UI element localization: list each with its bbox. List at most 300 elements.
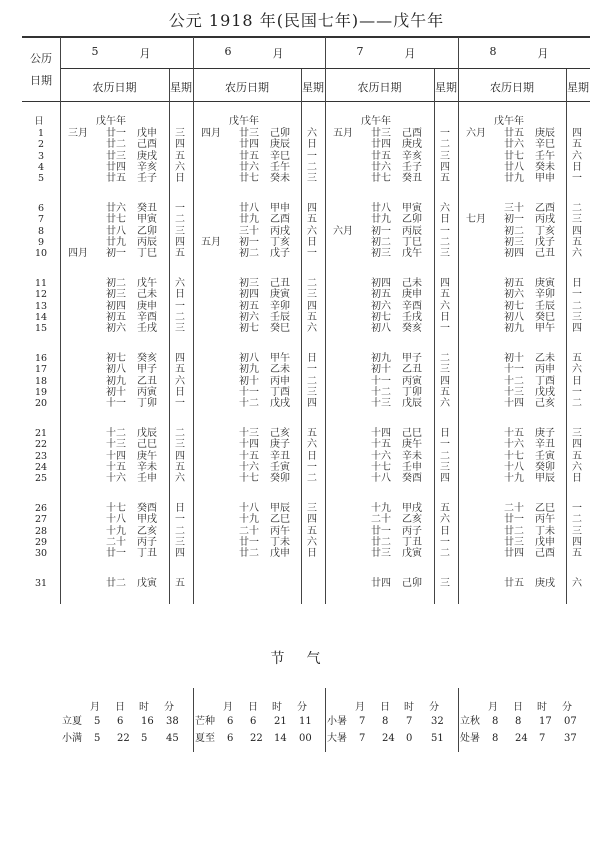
- jieqi-col-header: 分: [297, 702, 307, 713]
- weekday: 一: [440, 536, 450, 548]
- lunar-month: 四月: [68, 248, 88, 260]
- jieqi-month: 8: [492, 733, 499, 744]
- weekday: 一: [175, 300, 185, 312]
- lunar-day: 廿四: [371, 578, 391, 589]
- weekday: 六: [175, 161, 185, 173]
- lunar-day: 廿九: [239, 214, 259, 226]
- ganzhi: 癸丑: [402, 173, 422, 185]
- weekday: 一: [572, 503, 582, 514]
- ganzhi: 乙卯: [137, 225, 157, 237]
- weekday: 一: [572, 173, 582, 185]
- day-number: 11: [34, 278, 48, 289]
- lunar-month: 六月: [333, 225, 353, 237]
- jieqi-day: 8: [382, 716, 389, 727]
- weekday: 六: [175, 278, 185, 289]
- lunar-day: 三十: [239, 225, 259, 237]
- lunar-day: 初四: [239, 289, 259, 301]
- header-bottom-rule: [22, 101, 590, 102]
- jieqi-minute: 00: [299, 733, 312, 744]
- weekday: 日: [307, 236, 317, 248]
- ganzhi: 戊午: [402, 248, 422, 260]
- lunar-day: 十三: [504, 386, 524, 398]
- jieqi-minute: 38: [166, 716, 179, 727]
- ganzhi: 庚子: [535, 428, 555, 439]
- jieqi-divider: [193, 688, 194, 752]
- weekday: 一: [175, 398, 185, 410]
- ganzhi: 甲申: [535, 173, 555, 185]
- day-number: 5: [37, 173, 45, 185]
- jieqi-minute: 11: [299, 716, 312, 727]
- weekday: 二: [572, 398, 582, 410]
- ganzhi: 丙寅: [137, 386, 157, 398]
- jieqi-day: 22: [117, 733, 130, 744]
- jieqi-col-header: 分: [562, 702, 572, 713]
- weekday: 六: [175, 473, 185, 485]
- ganzhi: 甲戌: [137, 514, 157, 526]
- ganzhi: 辛酉: [137, 311, 157, 323]
- day-number: 23: [34, 450, 48, 462]
- divider-line: [60, 37, 61, 604]
- lunar-day: 十七: [371, 461, 391, 473]
- lunar-day: 二十: [504, 503, 524, 514]
- weekday: 一: [440, 439, 450, 451]
- lunar-day: 初九: [106, 375, 126, 387]
- ganzhi: 丙寅: [402, 375, 422, 387]
- ganzhi: 辛巳: [270, 150, 290, 162]
- lunar-day: 廿一: [106, 128, 126, 139]
- ganzhi: 庚戌: [402, 139, 422, 151]
- lunar-day: 廿七: [239, 173, 259, 185]
- lunar-day: 十六: [371, 450, 391, 462]
- lunar-day: 初七: [504, 300, 524, 312]
- ganzhi: 丁未: [270, 536, 290, 548]
- month-unit: 月: [139, 47, 151, 60]
- lunar-day: 十五: [371, 439, 391, 451]
- ganzhi: 己未: [137, 289, 157, 301]
- ganzhi: 癸巳: [270, 323, 290, 335]
- weekday: 三: [572, 214, 582, 226]
- ganzhi: 癸亥: [137, 353, 157, 364]
- ganzhi: 丙申: [535, 364, 555, 376]
- weekday: 四: [307, 203, 317, 214]
- jieqi-name: 小满: [62, 733, 82, 744]
- lunar-day: 初三: [239, 278, 259, 289]
- lunar-day: 十五: [504, 428, 524, 439]
- ganzhi: 己未: [402, 278, 422, 289]
- day-number: 3: [37, 150, 45, 162]
- lunar-day: 十六: [106, 473, 126, 485]
- ganzhi: 乙酉: [535, 203, 555, 214]
- weekday: 三: [175, 439, 185, 451]
- ganzhi: 甲辰: [270, 503, 290, 514]
- ganzhi: 壬寅: [270, 461, 290, 473]
- lunar-day: 初五: [504, 278, 524, 289]
- weekday: 三: [572, 311, 582, 323]
- weekday: 三: [440, 461, 450, 473]
- ganzhi: 甲寅: [137, 214, 157, 226]
- month-number: 8: [489, 45, 497, 58]
- weekday: 三: [440, 578, 450, 589]
- lunar-day: 廿二: [371, 536, 391, 548]
- jieqi-day: 24: [382, 733, 395, 744]
- day-number: 4: [37, 161, 45, 173]
- ganzhi: 乙酉: [270, 214, 290, 226]
- year-label: 戊午年: [494, 116, 524, 127]
- lunar-day: 廿三: [371, 128, 391, 139]
- lunar-day: 初二: [239, 248, 259, 260]
- weekday: 三: [307, 386, 317, 398]
- weekday: 六: [307, 128, 317, 139]
- day-number: 6: [37, 203, 45, 214]
- ganzhi: 丙辰: [137, 236, 157, 248]
- weekday: 日: [440, 311, 450, 323]
- day-number: 30: [34, 548, 48, 560]
- jieqi-name: 处暑: [460, 733, 480, 744]
- lunar-day: 十一: [371, 375, 391, 387]
- jieqi-col-header: 时: [404, 702, 414, 713]
- ganzhi: 己酉: [137, 139, 157, 151]
- day-number: 21: [34, 428, 48, 439]
- weekday: 二: [307, 278, 317, 289]
- jieqi-col-header: 分: [429, 702, 439, 713]
- weekday: 一: [307, 364, 317, 376]
- jieqi-month: 7: [359, 733, 366, 744]
- ganzhi: 壬午: [535, 150, 555, 162]
- weekday: 三: [175, 323, 185, 335]
- weekday: 六: [572, 364, 582, 376]
- weekday: 四: [175, 236, 185, 248]
- day-number: 27: [34, 514, 48, 526]
- lunar-day: 廿六: [106, 203, 126, 214]
- ganzhi: 辛亥: [402, 150, 422, 162]
- lunar-day: 廿四: [371, 139, 391, 151]
- ganzhi: 乙巳: [270, 514, 290, 526]
- weekday: 二: [307, 473, 317, 485]
- jieqi-minute: 45: [166, 733, 179, 744]
- weekday: 一: [572, 386, 582, 398]
- jieqi-month: 7: [359, 716, 366, 727]
- lunar-day: 初十: [106, 386, 126, 398]
- lunar-day: 廿三: [371, 548, 391, 560]
- weekday: 二: [175, 525, 185, 537]
- weekday: 五: [572, 236, 582, 248]
- xingqi-header: 星期: [170, 81, 192, 94]
- weekday: 五: [175, 248, 185, 260]
- jieqi-day: 24: [515, 733, 528, 744]
- ganzhi: 丁丑: [137, 548, 157, 560]
- lunar-day: 十八: [106, 514, 126, 526]
- lunar-day: 初四: [504, 248, 524, 260]
- lunar-day: 初六: [371, 300, 391, 312]
- weekday: 二: [572, 514, 582, 526]
- ganzhi: 庚辰: [535, 128, 555, 139]
- lunar-day: 初八: [504, 311, 524, 323]
- ganzhi: 壬辰: [535, 300, 555, 312]
- lunar-day: 初十: [371, 364, 391, 376]
- lunar-day: 十四: [106, 450, 126, 462]
- ganzhi: 丁丑: [402, 536, 422, 548]
- weekday: 五: [175, 461, 185, 473]
- lunar-day: 十五: [106, 461, 126, 473]
- lunar-day: 廿四: [239, 139, 259, 151]
- ganzhi: 甲午: [535, 323, 555, 335]
- lunar-day: 廿九: [371, 214, 391, 226]
- ganzhi: 壬戌: [402, 311, 422, 323]
- ganzhi: 壬午: [270, 161, 290, 173]
- weekday: 日: [572, 375, 582, 387]
- ganzhi: 甲午: [270, 353, 290, 364]
- ganzhi: 壬辰: [270, 311, 290, 323]
- lunar-day: 初四: [371, 278, 391, 289]
- weekday: 二: [307, 375, 317, 387]
- lunar-day: 初一: [504, 214, 524, 226]
- lunar-day: 初七: [239, 323, 259, 335]
- lunar-day: 廿六: [371, 161, 391, 173]
- weekday: 三: [175, 225, 185, 237]
- lunar-day: 十四: [239, 439, 259, 451]
- top-rule: [22, 36, 590, 38]
- day-number: 13: [34, 300, 48, 312]
- ganzhi: 甲子: [137, 364, 157, 376]
- ganzhi: 己卯: [402, 578, 422, 589]
- gongli-label: 公历: [30, 52, 52, 65]
- lunar-day: 初六: [239, 311, 259, 323]
- weekday: 五: [440, 386, 450, 398]
- ganzhi: 戊申: [137, 128, 157, 139]
- lunar-day: 十二: [504, 375, 524, 387]
- lunar-day: 十二: [371, 386, 391, 398]
- lunar-day: 十二: [106, 428, 126, 439]
- ganzhi: 辛亥: [137, 161, 157, 173]
- jieqi-name: 芒种: [195, 716, 215, 727]
- lunar-day: 廿八: [371, 203, 391, 214]
- ganzhi: 丁酉: [535, 375, 555, 387]
- lunar-day: 廿七: [504, 150, 524, 162]
- lunar-day: 廿二: [239, 548, 259, 560]
- lunar-day: 廿八: [239, 203, 259, 214]
- lunar-day: 廿二: [106, 578, 126, 589]
- weekday: 四: [175, 450, 185, 462]
- ganzhi: 丁卯: [137, 398, 157, 410]
- weekday: 三: [307, 289, 317, 301]
- weekday: 二: [440, 139, 450, 151]
- weekday: 日: [175, 386, 185, 398]
- ganzhi: 丁酉: [270, 386, 290, 398]
- lunar-day: 初七: [371, 311, 391, 323]
- ganzhi: 己酉: [535, 548, 555, 560]
- ganzhi: 戊戌: [535, 386, 555, 398]
- weekday: 五: [572, 139, 582, 151]
- weekday: 日: [307, 450, 317, 462]
- day-number: 7: [37, 214, 45, 226]
- jieqi-col-header: 月: [223, 702, 233, 713]
- ganzhi: 癸未: [535, 161, 555, 173]
- ganzhi: 庚子: [270, 439, 290, 451]
- ganzhi: 癸酉: [402, 473, 422, 485]
- ganzhi: 己巳: [402, 428, 422, 439]
- weekday: 日: [440, 214, 450, 226]
- lunar-day: 廿九: [106, 236, 126, 248]
- ganzhi: 戊申: [535, 536, 555, 548]
- lunar-day: 十一: [239, 386, 259, 398]
- lunar-day: 初四: [106, 300, 126, 312]
- nongli-header: 农历日期: [92, 81, 137, 94]
- xingqi-header: 星期: [567, 81, 589, 94]
- ganzhi: 丙戌: [270, 225, 290, 237]
- weekday: 四: [440, 161, 450, 173]
- weekday: 六: [572, 248, 582, 260]
- jieqi-minute: 07: [564, 716, 577, 727]
- jieqi-month: 6: [227, 716, 234, 727]
- lunar-month: 五月: [201, 236, 221, 248]
- ganzhi: 壬子: [402, 161, 422, 173]
- lunar-day: 十三: [371, 398, 391, 410]
- weekday: 六: [572, 578, 582, 589]
- weekday: 一: [440, 225, 450, 237]
- weekday: 四: [175, 548, 185, 560]
- lunar-month: 三月: [68, 128, 88, 139]
- ganzhi: 庚午: [402, 439, 422, 451]
- ganzhi: 丁巳: [137, 248, 157, 260]
- jieqi-col-header: 日: [248, 702, 258, 713]
- weekday: 三: [175, 536, 185, 548]
- ganzhi: 癸未: [270, 173, 290, 185]
- day-number: 31: [34, 578, 48, 589]
- ganzhi: 丙辰: [402, 225, 422, 237]
- weekday: 日: [175, 289, 185, 301]
- month-unit: 月: [404, 47, 416, 60]
- lunar-day: 廿五: [504, 578, 524, 589]
- day-number: 22: [34, 439, 48, 451]
- weekday: 五: [307, 311, 317, 323]
- lunar-day: 初二: [106, 278, 126, 289]
- day-number: 12: [34, 289, 48, 301]
- lunar-day: 十二: [239, 398, 259, 410]
- weekday: 六: [307, 439, 317, 451]
- lunar-day: 十九: [239, 514, 259, 526]
- lunar-day: 十九: [371, 503, 391, 514]
- lunar-day: 廿五: [371, 150, 391, 162]
- lunar-day: 十一: [106, 398, 126, 410]
- weekday: 六: [572, 461, 582, 473]
- weekday: 一: [307, 150, 317, 162]
- ganzhi: 戊戌: [270, 398, 290, 410]
- ganzhi: 丁巳: [402, 236, 422, 248]
- divider-line: [325, 37, 326, 604]
- jieqi-hour: 16: [141, 716, 154, 727]
- ganzhi: 乙卯: [402, 214, 422, 226]
- ganzhi: 乙丑: [137, 375, 157, 387]
- day-number: 16: [34, 353, 48, 364]
- ganzhi: 辛丑: [270, 450, 290, 462]
- ganzhi: 丁卯: [402, 386, 422, 398]
- weekday: 六: [440, 203, 450, 214]
- weekday: 日: [572, 473, 582, 485]
- jieqi-hour: 7: [539, 733, 546, 744]
- lunar-day: 廿五: [239, 150, 259, 162]
- weekday: 四: [572, 439, 582, 451]
- weekday: 三: [307, 173, 317, 185]
- ganzhi: 丙子: [137, 536, 157, 548]
- ganzhi: 癸丑: [137, 203, 157, 214]
- jieqi-col-header: 月: [488, 702, 498, 713]
- ganzhi: 己巳: [137, 439, 157, 451]
- lunar-day: 十八: [504, 461, 524, 473]
- lunar-day: 十七: [239, 473, 259, 485]
- ganzhi: 乙巳: [535, 503, 555, 514]
- weekday: 一: [307, 248, 317, 260]
- day-number: 19: [34, 386, 48, 398]
- nongli-header: 农历日期: [490, 81, 534, 94]
- weekday: 二: [175, 428, 185, 439]
- lunar-day: 二十: [239, 525, 259, 537]
- lunar-day: 廿四: [504, 548, 524, 560]
- ganzhi: 己酉: [402, 128, 422, 139]
- ganzhi: 庚午: [137, 450, 157, 462]
- jieqi-day: 6: [250, 716, 257, 727]
- weekday: 三: [440, 248, 450, 260]
- weekday: 三: [572, 525, 582, 537]
- lunar-day: 初二: [371, 236, 391, 248]
- weekday: 五: [440, 173, 450, 185]
- weekday: 二: [572, 203, 582, 214]
- ganzhi: 戊午: [137, 278, 157, 289]
- lunar-day: 初三: [371, 248, 391, 260]
- lunar-day: 初五: [371, 289, 391, 301]
- day-number: 10: [34, 248, 48, 260]
- lunar-day: 十一: [504, 364, 524, 376]
- weekday: 六: [440, 300, 450, 312]
- year-label: 戊午年: [96, 116, 126, 127]
- jieqi-col-header: 时: [139, 702, 149, 713]
- weekday: 二: [440, 236, 450, 248]
- weekday: 四: [175, 139, 185, 151]
- weekday: 四: [572, 323, 582, 335]
- month-number: 7: [356, 45, 364, 58]
- day-number: 9: [37, 236, 45, 248]
- weekday: 五: [440, 503, 450, 514]
- lunar-day: 初八: [106, 364, 126, 376]
- jieqi-month: 6: [227, 733, 234, 744]
- ganzhi: 己卯: [270, 128, 290, 139]
- ganzhi: 戊子: [270, 248, 290, 260]
- lunar-day: 初六: [504, 289, 524, 301]
- lunar-month: 六月: [466, 128, 486, 139]
- day-number: 8: [37, 225, 45, 237]
- lunar-day: 廿三: [504, 536, 524, 548]
- ganzhi: 乙未: [535, 353, 555, 364]
- weekday: 五: [307, 428, 317, 439]
- lunar-day: 初一: [371, 225, 391, 237]
- lunar-day: 廿七: [371, 173, 391, 185]
- lunar-day: 廿三: [239, 128, 259, 139]
- jieqi-minute: 37: [564, 733, 577, 744]
- page-title: 公元 1918 年(民国七年)——戊午年: [168, 11, 445, 30]
- ganzhi: 癸亥: [402, 323, 422, 335]
- day-number: 28: [34, 525, 48, 537]
- lunar-month: 七月: [466, 214, 486, 226]
- lunar-day: 廿二: [106, 139, 126, 151]
- ganzhi: 癸酉: [137, 503, 157, 514]
- lunar-day: 十六: [239, 461, 259, 473]
- day-number: 25: [34, 473, 48, 485]
- weekday: 二: [440, 353, 450, 364]
- jieqi-name: 夏至: [195, 733, 215, 744]
- jieqi-hour: 0: [406, 733, 413, 744]
- ganzhi: 戊辰: [402, 398, 422, 410]
- ganzhi: 辛酉: [402, 300, 422, 312]
- ganzhi: 丙子: [402, 525, 422, 537]
